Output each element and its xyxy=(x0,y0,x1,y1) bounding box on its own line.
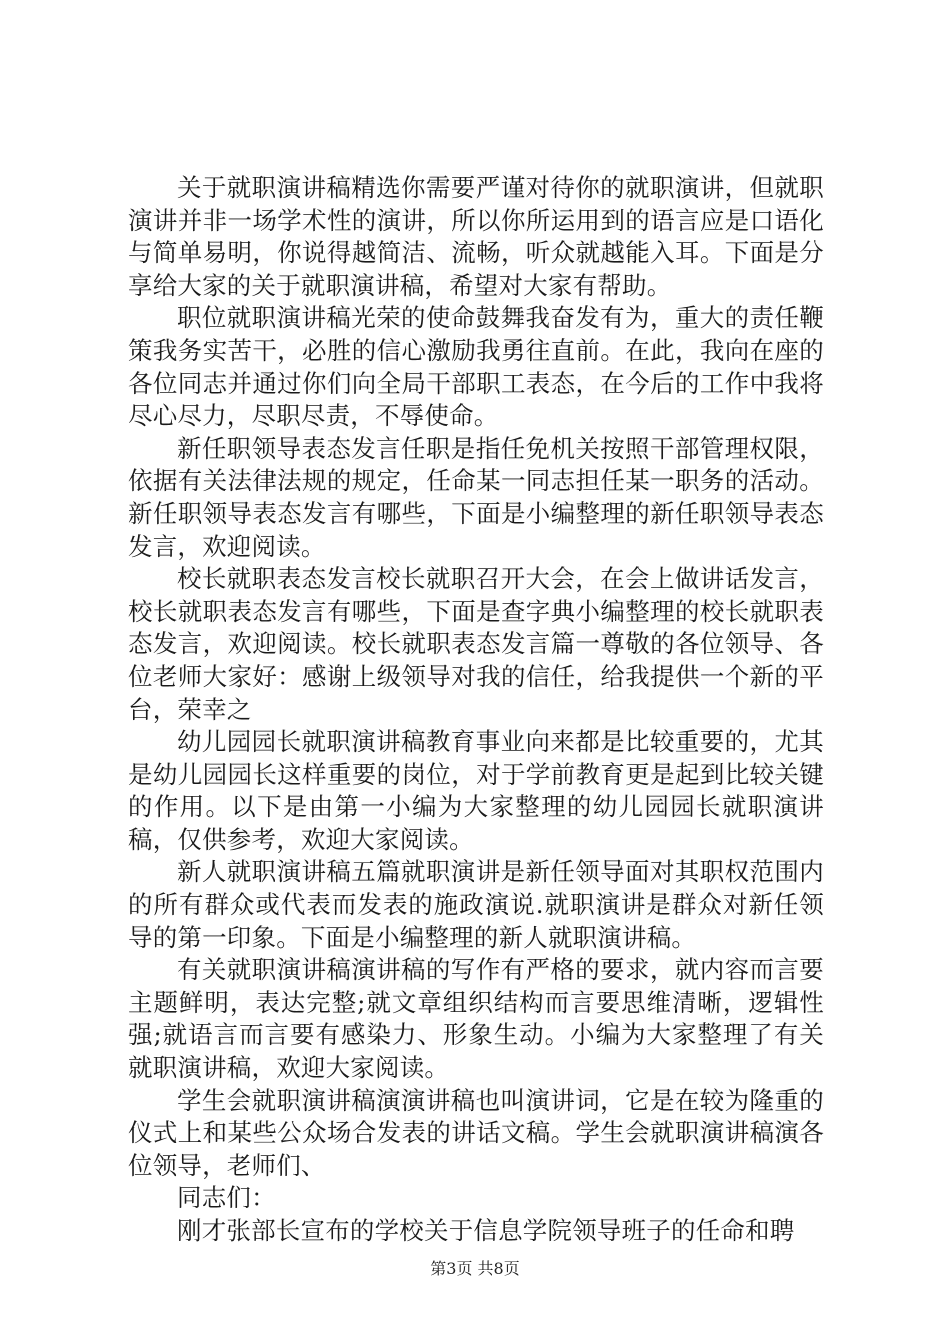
paragraph-6: 新人就职演讲稿五篇就职演讲是新任领导面对其职权范围内的所有群众或代表而发表的施政演说.就职演讲是群众对新任领导的第一印象。下面是小编整理的新人就职演讲稿。 xyxy=(128,857,824,952)
document-body xyxy=(128,172,824,1248)
paragraph-7: 有关就职演讲稿演讲稿的写作有严格的要求，就内容而言要主题鲜明，表达完整;就文章组织结构而言要思维清晰，逻辑性强;就语言而言要有感染力、形象生动。小编为大家整理了有关就职演讲稿，欢迎大家阅读。 xyxy=(128,955,824,1083)
paragraph-3: 新任职领导表态发言任职是指任免机关按照干部管理权限，依据有关法律法规的规定，任命某一同志担任某一职务的活动。新任职领导表态发言有哪些，下面是小编整理的新任职领导表态发言，欢迎阅读。 xyxy=(128,433,824,561)
page-number-footer: 第3页 共8页 xyxy=(430,1259,520,1278)
paragraph-8: 学生会就职演讲稿演演讲稿也叫演讲词，它是在较为隆重的仪式上和某些公众场合发表的讲话文稿。学生会就职演讲稿演各位领导，老师们、 xyxy=(128,1085,824,1180)
paragraph-2: 职位就职演讲稿光荣的使命鼓舞我奋发有为，重大的责任鞭策我务实苦干，必胜的信心激励我勇往直前。在此，我向在座的各位同志并通过你们向全局干部职工表态，在今后的工作中我将尽心尽力，尽职尽责，不辱使命。 xyxy=(128,303,824,431)
paragraph-10: 刚才张部长宣布的学校关于信息学院领导班子的任命和聘 xyxy=(177,1216,795,1245)
paragraph-5: 幼儿园园长就职演讲稿教育事业向来都是比较重要的，尤其是幼儿园园长这样重要的岗位，对于学前教育更是起到比较关键的作用。以下是由第一小编为大家整理的幼儿园园长就职演讲稿，仅供参考，欢迎大家阅读。 xyxy=(128,727,824,854)
paragraph-4: 校长就职表态发言校长就职召开大会，在会上做讲话发言，校长就职表态发言有哪些，下面是查字典小编整理的校长就职表态发言，欢迎阅读。校长就职表态发言篇一尊敬的各位领导、各位老师大家好：感谢上级领导对我的信任，给我提供一个新的平台，荣幸之 xyxy=(128,564,824,724)
paragraph-9: 同志们： xyxy=(177,1183,276,1213)
paragraph-1: 关于就职演讲稿精选你需要严谨对待你的就职演讲，但就职演讲并非一场学术性的演讲，所以你所运用到的语言应是口语化与简单易明，你说得越简洁、流畅，听众就越能入耳。下面是分享给大家的关于就职演讲稿，希望对大家有帮助。 xyxy=(128,173,824,300)
